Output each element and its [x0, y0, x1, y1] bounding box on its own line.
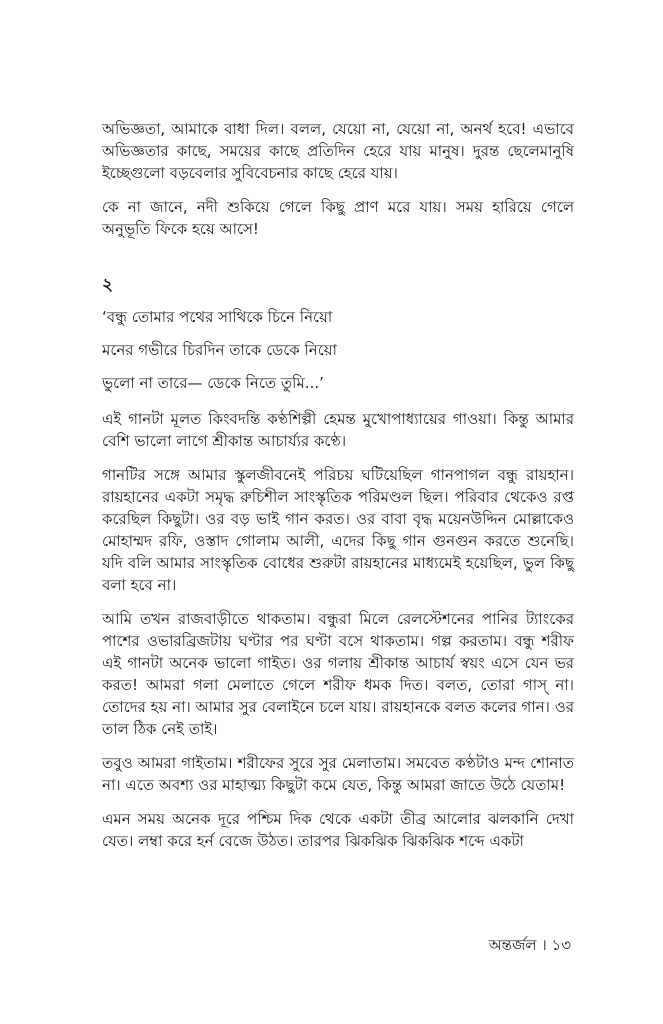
paragraph: আমি তখন রাজবাড়ীতে থাকতাম। বন্ধুরা মিলে রেলস্টেশনের পানির ট্যাংকের পাশের ওভারব্রিজটায় ঘণ্টার পর ঘণ্টা বসে থাকতাম। গল্প করতাম। বন্ধু শরীফ এই গানটা অনেক ভালো গাইত। ওর গলায় শ্রীকান্ত আচার্য স্বয়ং এসে যেন ভর করত! আমরা গলা মেলাতে গেলে শরীফ ধমক দিত। বলত, তোরা গাস্ না। তোদের হয় না। আমার সুর বেলাইনে চলে যায়। রায়হানকে বলত কলের গান। ওর তাল ঠিক নেই তাই। — [102, 610, 574, 738]
poem-line: মনের গভীরে চিরদিন তাকে ডেকে নিয়ো — [102, 341, 337, 359]
paragraph: গানটির সঙ্গে আমার স্কুলজীবনেই পরিচয় ঘটিয়েছিল গানপাগল বন্ধু রায়হান। রায়হানের একটা সমৃদ্ধ রুচিশীল সাংস্কৃতিক পরিমণ্ডল ছিল। পরিবার থেকেও রপ্ত করেছিল কিছুটা। ওর বড় ভাই গান করত। ওর বাবা বৃদ্ধ ময়েনউদ্দিন মোল্লাকেও মোহাম্মদ রফি, ওস্তাদ গোলাম আলী, এদের কিছু গান গুনগুন করতে শুনেছি। যদি বলি আমার সাংস্কৃতিক বোধের শুরুটা রায়হানের মাধ্যমেই হয়েছিল, ভুল কিছু বলা হবে না। — [102, 466, 574, 594]
page-body — [102, 118, 574, 864]
page-footer — [489, 934, 571, 956]
paragraph: তবুও আমরা গাইতাম। শরীফের সুরে সুর মেলাতাম। সমবেত কণ্ঠটাও মন্দ শোনাত না। এতে অবশ্য ওর মাহাত্ম্য কিছুটা কমে যেত, কিন্তু আমরা জাতে উঠে যেতাম! — [102, 754, 574, 794]
page-number: ১৩ — [551, 936, 571, 954]
section-number: ২ — [102, 275, 114, 295]
footer-separator: । — [541, 936, 547, 954]
poem-line: ‘বন্ধু তোমার পথের সাথিকে চিনে নিয়ো — [102, 308, 333, 326]
poem-quote — [102, 306, 574, 394]
paragraph: এমন সময় অনেক দূরে পশ্চিম দিক থেকে একটা তীব্র আলোর ঝলকানি দেখা যেত। লম্বা করে হর্ন বেজে উঠত। তারপর ঝিকঝিক ঝিকঝিক শব্দে একটা — [102, 810, 574, 850]
paragraph: অভিজ্ঞতা, আমাকে বাধা দিল। বলল, যেয়ো না, যেয়ো না, অনর্থ হবে! এভাবে অভিজ্ঞতার কাছে, সময়ের কাছে প্রতিদিন হেরে যায় মানুষ। দুরন্ত ছেলেমানুষি ইচ্ছেগুলো বড়বেলার সুবিবেচনার কাছে হেরে যায়। — [102, 120, 574, 182]
book-title: অন্তর্জল — [488, 936, 537, 954]
paragraph: কে না জানে, নদী শুকিয়ে গেলে কিছু প্রাণ মরে যায়। সময় হারিয়ে গেলে অনুভূতি ফিকে হয়ে আসে! — [102, 198, 574, 238]
poem-line: ভুলো না তারে— ডেকে নিতে তুমি...’ — [102, 374, 324, 392]
paragraph: এই গানটা মূলত কিংবদন্তি কণ্ঠশিল্পী হেমন্ত মুখোপাধ্যায়ের গাওয়া। কিন্তু আমার বেশি ভালো লাগে শ্রীকান্ত আচার্য্যর কণ্ঠে। — [102, 410, 574, 450]
